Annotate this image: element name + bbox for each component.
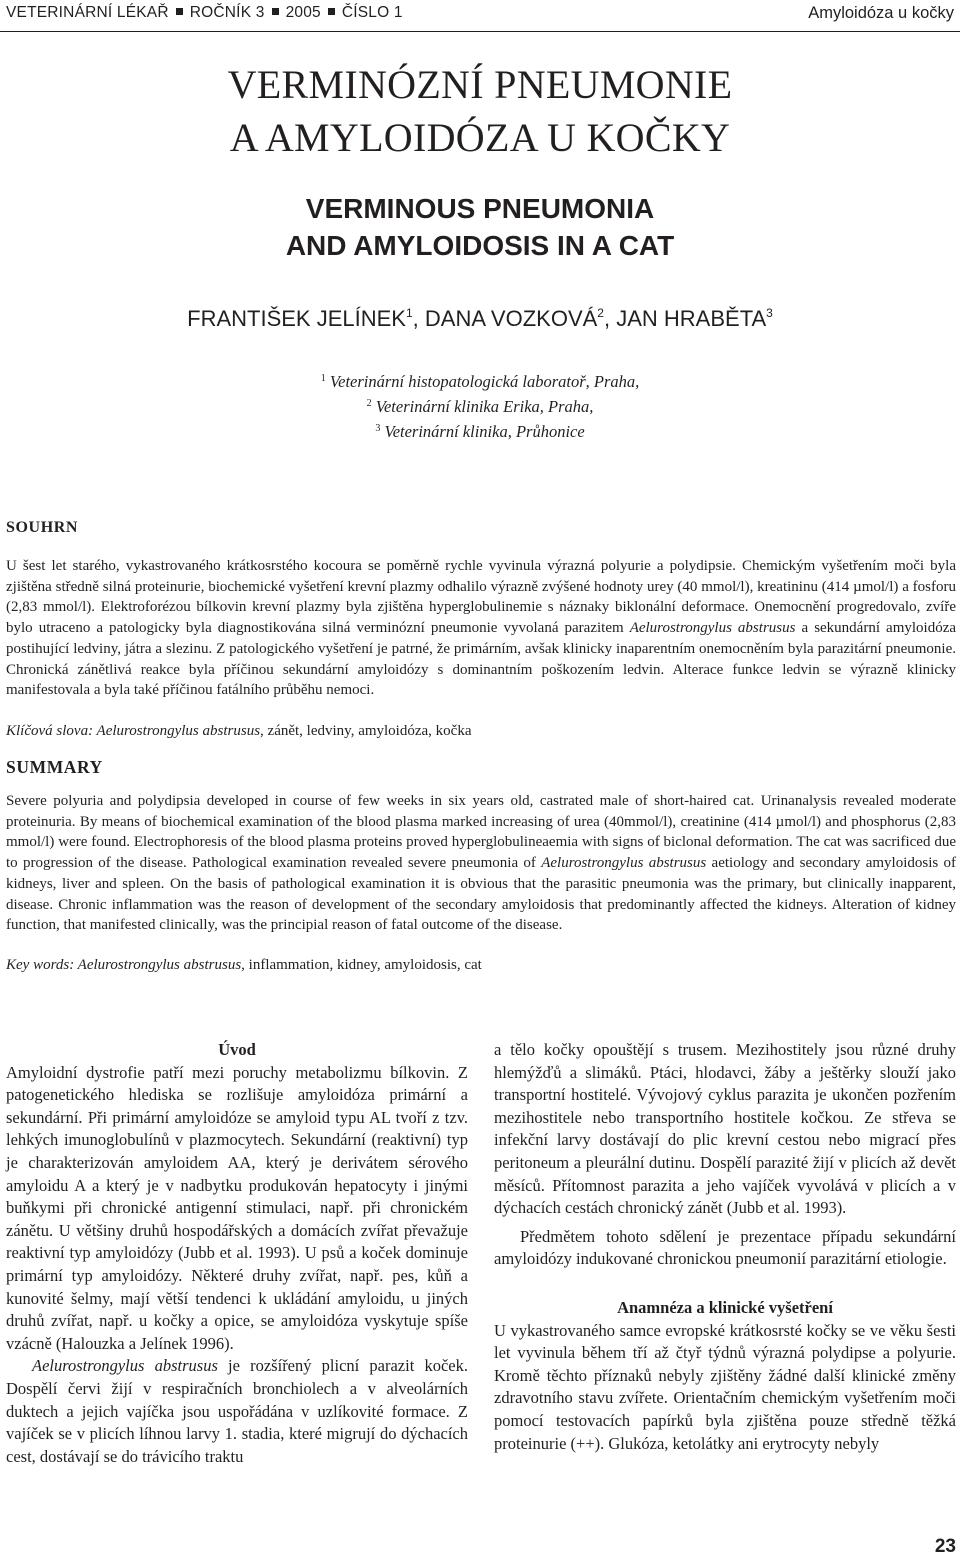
keywords-label: Key words: Aelurostrongylus abstrusus xyxy=(6,957,242,973)
summary-keywords xyxy=(6,955,956,976)
journal-info xyxy=(6,4,403,22)
affiliation-text: Veterinární klinika, Průhonice xyxy=(384,422,585,441)
author: FRANTIŠEK JELÍNEK xyxy=(187,306,406,331)
affiliation xyxy=(0,418,960,443)
summary-heading: SUMMARY xyxy=(6,757,103,777)
subtitle-line-2: AND AMYLOIDOSIS IN A CAT xyxy=(285,230,675,261)
affiliation xyxy=(0,393,960,418)
square-separator-icon xyxy=(272,8,279,15)
author-separator: , xyxy=(412,306,425,331)
paragraph-text: je rozšířený plicní parazit koček. Dospělí červi žijí v respiračních bronchiolech a v alveolárních duktech a jejich vajíčka jsou uspořádána v uzlíkovité formace. Z vajíček se v plicích líhnou larvy 1. stadia, které migrují do dýchacích cest, dostávají se do trávicího traktu xyxy=(6,1356,468,1466)
affiliations xyxy=(0,368,960,443)
summary-text-part: aetiology and secondary amyloidosis of kidneys, liver and spleen. On the basis of pathological examination it is obvious that the parasitic pneumonia was the primary, but clinically inapparent, disease. Chronic inflammation was the reason of development of the secondary amyloidosis that predominantly affected the kidneys. Alteration of kidney function, that manifested clinically, was the principial reason of fatal outcome of the disease. xyxy=(6,855,957,934)
affiliation-mark: 1 xyxy=(320,373,326,384)
column-left xyxy=(6,1039,468,1468)
souhrn-heading: SOUHRN xyxy=(6,519,79,536)
journal-issue: ČÍSLO 1 xyxy=(341,4,403,21)
running-title: Amyloidóza u kočky xyxy=(808,4,954,22)
paragraph: Amyloidní dystrofie patří mezi poruchy metabolizmu bílkovin. Z patogenetického hlediska se rozlišuje amyloidóza primární a sekundární. Při primární amyloidóze se amyloid typu AL tvoří z tzv. lehkých imunoglobulínů v plazmocytech. Sekundární (reaktivní) typ je charakterizován amyloidem AA, který je derivátem sérového amyloidu A a který je v nadbytku produkován hepatocyty i jinými buňkymi při chronické antigenní stimulaci, např. při chronickém zánětu. U většiny druhů hospodářských a domácích zvířat převažuje reaktivní typ amyloidózy (Jubb et al. 1993). U psů a koček dominuje primární typ amyloidózy. Některé druhy zvířat, např. pes, kůň a kunovité šelmy, mají větší tendenci k ukládání amyloidu, u jiných druhů zvířat, např. u kočky a opice, se amyloidóza vyskytuje spíše vzácně (Halouzka a Jelínek 1996). xyxy=(6,1062,468,1353)
author-affiliation-mark: 2 xyxy=(597,306,604,320)
article-subtitle xyxy=(0,190,960,264)
species-name: Aelurostrongylus abstrusus xyxy=(32,1356,218,1376)
journal-year: 2005 xyxy=(285,4,321,21)
keywords-list: , inflammation, kidney, amyloidosis, cat xyxy=(241,957,482,973)
section-heading-uvod: Úvod xyxy=(218,1040,256,1059)
souhrn-keywords xyxy=(6,721,956,742)
author-list xyxy=(0,298,960,334)
author-affiliation-mark: 3 xyxy=(766,306,773,320)
affiliation-mark: 3 xyxy=(375,423,381,434)
affiliation-mark: 2 xyxy=(366,398,372,409)
author: DANA VOZKOVÁ xyxy=(424,306,598,331)
souhrn-text xyxy=(6,556,956,701)
species-name: Aelurostrongylus abstrusus xyxy=(629,620,796,637)
summary-text xyxy=(6,791,956,936)
journal-volume: ROČNÍK 3 xyxy=(189,4,265,21)
journal-name: VETERINÁRNÍ LÉKAŘ xyxy=(6,4,169,21)
affiliation-text: Veterinární histopatologická laboratoř, Praha, xyxy=(329,372,640,391)
subtitle-line-1: VERMINOUS PNEUMONIA xyxy=(305,193,655,224)
paragraph: a tělo kočky opouštějí s trusem. Mezihostitely jsou různé druhy hlemýžďů a slimáků. Ptáci, hlodavci, žáby a ještěrky slouží jako transportní hostitelé. Vývojový cyklus parazita je ukončen pozřením mezihostitele nebo transportního hostitele kočkou. Ze střeva se infekční larvy dostávají do plic krevní cestou nebo migrací přes peritoneum a pleurální dutinu. Dospělí parazité žijí v plicích až devět měsíců. Přítomnost parazita a jeho vajíček vyvolává v plicích a v dýchacích cestách chronický zánět (Jubb et al. 1993). xyxy=(494,1040,956,1218)
square-separator-icon xyxy=(176,8,183,15)
section-heading-anamneza: Anamnéza a klinické vyšetření xyxy=(617,1297,833,1317)
square-separator-icon xyxy=(328,8,335,15)
summary-text-part: Severe polyuria and polydipsia developed in course of few weeks in six years old, castrated male of short-haired cat. Urinanalysis revealed moderate proteinuria. By means of biochemical examination of the blood plasma marked increasing of urea (40mmol/l), creatinine (414 µmol/l) and phosphorus (2,83 mmol/l) were found. Electrophoresis of the blood plasma proteins proved hyperglobulineaemia with signs of biclonal deformation. The cat was sacrificed due to progression of the disease. Pathological examination revealed severe pneumonia of xyxy=(6,793,956,872)
title-line-2: A AMYLOIDÓZA U KOČKY xyxy=(229,115,731,160)
keywords-list: , zánět, ledviny, amyloidóza, kočka xyxy=(260,723,472,739)
affiliation-text: Veterinární klinika Erika, Praha, xyxy=(375,397,594,416)
paragraph: Předmětem tohoto sdělení je prezentace případu sekundární amyloidózy indukované chronickou pneumonií parazitární etiologie. xyxy=(494,1226,956,1269)
header-rule xyxy=(0,31,960,32)
souhrn-text-part: U šest let starého, vykastrovaného krátkosrstého kocoura se poměrně rychle vyvinula výrazná polyurie a polydipsie. Chemickým vyšetřením moči byla zjištěna středně silná proteinurie, biochemické vyšetření krevní plazmy odhalilo výrazně zvýšené hodnoty urey (40 mmol/l), kreatininu (414 µmol/l) a fosforu (2,83 mmol/l). Elektroforézou bílkovin krevní plazmy byla zjištěna hyperglobulinemie s náznaky biklonální deformace. Onemocnění progredovalo, zvíře bylo utraceno a patologicky byla diagnostikována silná verminózní pneumonie vyvolaná parazitem xyxy=(6,558,956,637)
article-title xyxy=(0,58,960,164)
affiliation xyxy=(0,368,960,393)
author-affiliation-mark: 1 xyxy=(405,306,413,320)
column-right xyxy=(494,1039,956,1455)
keywords-label: Klíčová slova: Aelurostrongylus abstrusus xyxy=(6,723,261,739)
souhrn-text-part: a sekundární amyloidóza postihující ledviny, játra a slezinu. Z patologického vyšetření je patrné, že primárním, avšak klinicky inaparentním onemocněním byla parazitární pneumonie. Chronická zánětlivá reakce byla příčinou sekundární amyloidózy s dominantním poškozením ledvin. Alterace funkce ledvin se výrazně klinicky manifestovala a byla také příčinou fatálního průběhu nemoci. xyxy=(6,620,957,699)
paragraph xyxy=(6,1355,468,1468)
paragraph: U vykastrovaného samce evropské krátkosrsté kočky se ve věku šesti let vyvinula během tří až čtyř týdnů výrazná polydipse a polyurie. Kromě těchto příznaků nebyly zjištěny žádné další klinické změny zdravotního stavu zvířete. Orientačním chemickým vyšetřením moči pomocí testovacích papírků byla zjištěna pouze středně těžká proteinurie (++). Glukóza, ketolátky ani erytrocyty nebyly xyxy=(494,1320,956,1453)
author-separator: , xyxy=(603,306,617,331)
page-number: 23 xyxy=(934,1536,956,1557)
title-line-1: VERMINÓZNÍ PNEUMONIE xyxy=(227,62,733,107)
species-name: Aelurostrongylus abstrusus xyxy=(541,855,707,872)
author: JAN HRABĚTA xyxy=(616,306,767,331)
running-header xyxy=(6,4,954,26)
